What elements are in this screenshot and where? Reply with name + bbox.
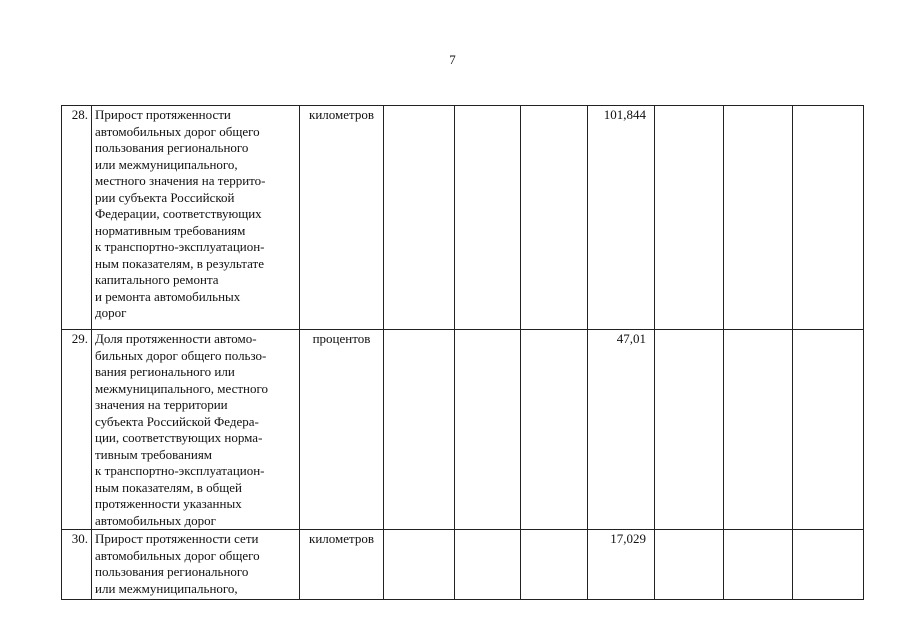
indicator-name [92, 530, 300, 600]
empty-cell [521, 106, 588, 330]
empty-cell [521, 530, 588, 600]
indicator-name-line: дорог [95, 305, 127, 320]
indicator-name-line: к транспортно-эксплуатацион- [95, 239, 265, 254]
empty-cell [521, 330, 588, 530]
unit-of-measure: километров [300, 106, 384, 330]
indicator-name-line: протяженности указанных [95, 496, 242, 511]
indicator-name-line: ным показателям, в общей [95, 479, 242, 495]
indicator-name-line: Прирост протяженности [95, 107, 231, 122]
indicator-name-line: Прирост протяженности сети [95, 531, 259, 546]
indicator-name-line: рии субъекта Российской [95, 189, 235, 205]
indicator-name-line: местного значения на террито- [95, 173, 266, 188]
unit-of-measure: километров [300, 530, 384, 600]
empty-cell [455, 530, 521, 600]
empty-cell [455, 106, 521, 330]
indicators-table [61, 105, 864, 600]
indicator-name-line: вания регионального или [95, 364, 235, 379]
indicator-name-line: Доля протяженности автомо- [95, 331, 257, 346]
page-number: 7 [449, 52, 456, 67]
indicator-name-line: межмуниципального, местного [95, 380, 268, 396]
indicator-name-line: и ремонта автомобильных [95, 288, 241, 304]
unit-of-measure: процентов [300, 330, 384, 530]
empty-cell [384, 106, 455, 330]
indicator-name-line: автомобильных дорог [95, 512, 216, 528]
empty-cell [724, 106, 793, 330]
indicator-name [92, 106, 300, 330]
empty-cell [724, 530, 793, 600]
indicator-name-line: автомобильных дорог общего [95, 547, 260, 563]
empty-cell [793, 106, 864, 330]
table-row [62, 106, 864, 330]
indicator-name-line: автомобильных дорог общего [95, 123, 260, 139]
indicator-name-line: капитального ремонта [95, 272, 219, 287]
indicator-name-line: ным показателям, в результате [95, 255, 264, 271]
row-number: 28. [62, 106, 92, 330]
indicator-name [92, 330, 300, 530]
empty-cell [384, 330, 455, 530]
empty-cell [384, 530, 455, 600]
indicator-value: 101,844 [588, 106, 655, 330]
indicator-name-line: к транспортно-эксплуатацион- [95, 463, 265, 478]
empty-cell [655, 330, 724, 530]
indicator-name-line: пользования регионального [95, 564, 249, 579]
indicator-name-line: бильных дорог общего пользо- [95, 347, 267, 363]
indicator-name-line: нормативным требованиям [95, 222, 246, 238]
empty-cell [455, 330, 521, 530]
row-number: 30. [62, 530, 92, 600]
empty-cell [793, 330, 864, 530]
indicator-name-line: пользования регионального [95, 140, 249, 155]
indicator-name-line: значения на территории [95, 397, 228, 412]
indicator-name-line: или межмуниципального, [95, 156, 238, 172]
empty-cell [655, 530, 724, 600]
indicator-value: 17,029 [588, 530, 655, 600]
indicator-name-line: или межмуниципального, [95, 580, 238, 596]
table-row [62, 530, 864, 600]
row-number: 29. [62, 330, 92, 530]
indicator-name-line: Федерации, соответствующих [95, 206, 262, 221]
table-row [62, 330, 864, 530]
indicator-name-line: ции, соответствующих норма- [95, 430, 263, 445]
empty-cell [793, 530, 864, 600]
indicator-name-line: субъекта Российской Федера- [95, 413, 259, 429]
empty-cell [655, 106, 724, 330]
indicator-value: 47,01 [588, 330, 655, 530]
empty-cell [724, 330, 793, 530]
indicator-name-line: тивным требованиям [95, 446, 213, 462]
